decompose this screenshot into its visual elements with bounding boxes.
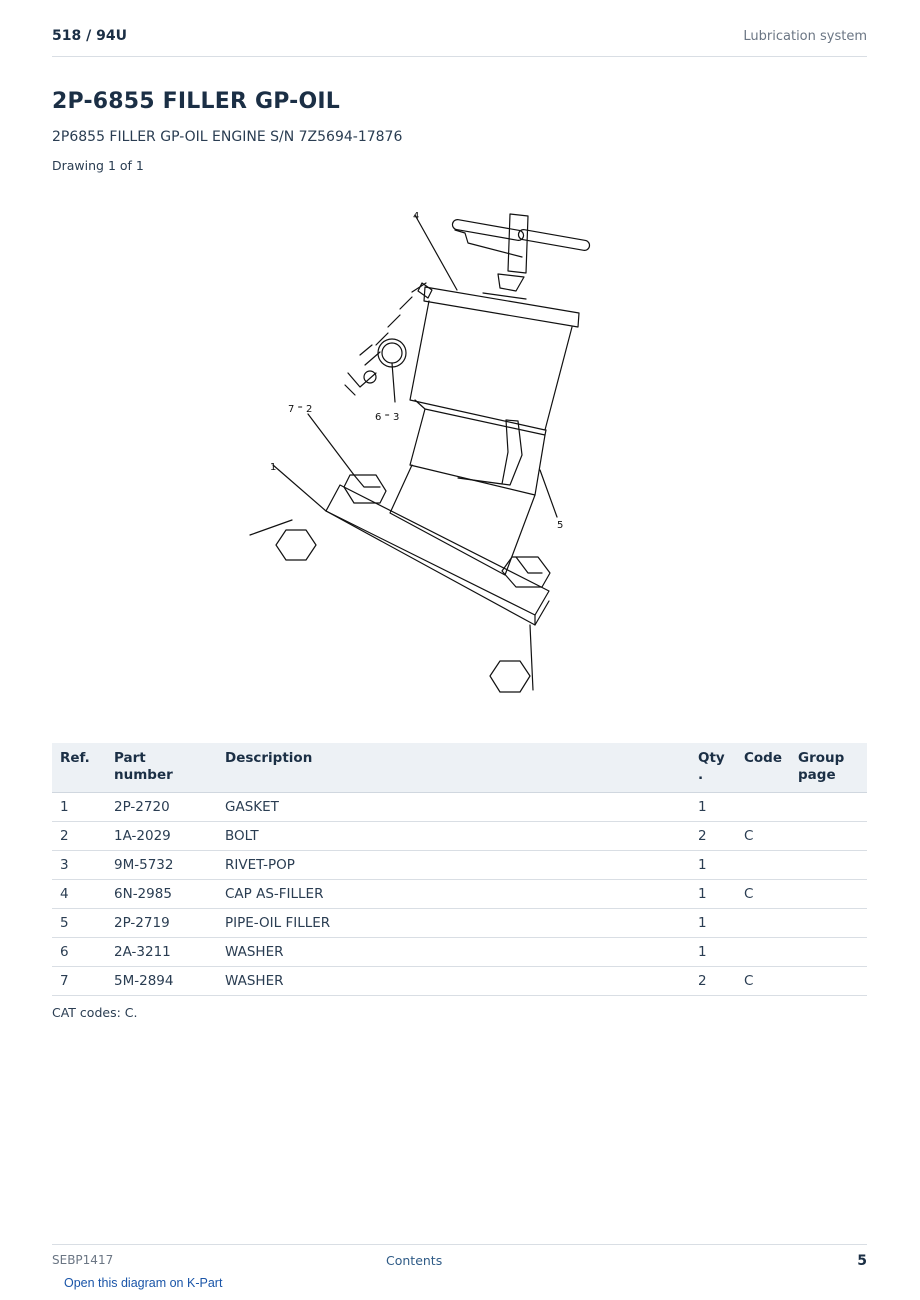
cell-group-page [790, 851, 867, 880]
cell-qty: 2 [690, 967, 736, 996]
cell-code [736, 938, 790, 967]
cell-part-number: 2P-2720 [106, 793, 217, 822]
cell-code [736, 909, 790, 938]
cell-part-number: 6N-2985 [106, 880, 217, 909]
cell-group-page [790, 938, 867, 967]
cell-qty: 1 [690, 938, 736, 967]
cat-codes-note: CAT codes: C. [52, 1005, 138, 1020]
cell-part-number: 5M-2894 [106, 967, 217, 996]
page-header [52, 28, 867, 57]
table-row [52, 793, 867, 822]
col-part-number-header: Part number [106, 743, 217, 793]
cell-code: C [736, 967, 790, 996]
cell-qty: 1 [690, 880, 736, 909]
page-subtitle: 2P6855 FILLER GP-OIL ENGINE S/N 7Z5694-17876 [52, 129, 403, 145]
cell-ref: 1 [52, 793, 106, 822]
callout-7-2: 7 ⁼ 2 [288, 404, 313, 415]
cell-code: C [736, 822, 790, 851]
cell-ref: 2 [52, 822, 106, 851]
cell-part-number: 2P-2719 [106, 909, 217, 938]
parts-table [52, 743, 867, 996]
cell-group-page [790, 909, 867, 938]
category-label: Lubrication system [743, 29, 867, 44]
cell-code [736, 793, 790, 822]
page-title: 2P-6855 FILLER GP-OIL [52, 89, 340, 114]
table-row [52, 880, 867, 909]
filler-cap [424, 287, 579, 327]
cell-description: PIPE-OIL FILLER [217, 909, 690, 938]
cell-qty: 2 [690, 822, 736, 851]
cell-description: BOLT [217, 822, 690, 851]
cell-part-number: 1A-2029 [106, 822, 217, 851]
table-header-row [52, 743, 867, 793]
cell-qty: 1 [690, 909, 736, 938]
cell-description: CAP AS-FILLER [217, 880, 690, 909]
col-group-page-header: Group page [790, 743, 867, 793]
cell-ref: 7 [52, 967, 106, 996]
table-row [52, 851, 867, 880]
callout-6-3: 6 ⁼ 3 [375, 412, 400, 423]
cell-code: C [736, 880, 790, 909]
cell-part-number: 9M-5732 [106, 851, 217, 880]
t-handle [452, 214, 591, 485]
col-description-header: Description [217, 743, 690, 793]
section-breadcrumb: 518 / 94U [52, 28, 127, 44]
page-number: 5 [857, 1253, 867, 1269]
hex-nut-right [490, 661, 530, 692]
callout-5: 5 [557, 520, 564, 531]
cell-ref: 3 [52, 851, 106, 880]
callout-1: 1 [270, 462, 277, 473]
cell-group-page [790, 967, 867, 996]
bolt-left [344, 475, 386, 503]
col-ref-header: Ref. [52, 743, 106, 793]
table-row [52, 967, 867, 996]
table-row [52, 822, 867, 851]
callout-4: 4 [413, 211, 420, 222]
cell-part-number: 2A-3211 [106, 938, 217, 967]
filler-body-lower [390, 465, 535, 575]
gasket-flange [326, 485, 549, 615]
cell-code [736, 851, 790, 880]
contents-link[interactable]: Contents [386, 1253, 443, 1268]
cell-ref: 4 [52, 880, 106, 909]
cell-description: GASKET [217, 793, 690, 822]
cell-ref: 6 [52, 938, 106, 967]
cell-ref: 5 [52, 909, 106, 938]
cell-qty: 1 [690, 851, 736, 880]
hex-nut-left [276, 530, 316, 560]
cell-description: RIVET-POP [217, 851, 690, 880]
cell-group-page [790, 793, 867, 822]
bolt-right [502, 557, 550, 587]
col-qty-header: Qty . [690, 743, 736, 793]
document-id: SEBP1417 [52, 1253, 114, 1267]
col-code-header: Code [736, 743, 790, 793]
drawing-count: Drawing 1 of 1 [52, 158, 144, 173]
cell-group-page [790, 822, 867, 851]
cell-description: WASHER [217, 938, 690, 967]
kpart-link[interactable]: Open this diagram on K-Part [64, 1276, 223, 1290]
cell-group-page [790, 880, 867, 909]
cell-qty: 1 [690, 793, 736, 822]
table-row [52, 909, 867, 938]
parts-diagram [200, 195, 720, 705]
cell-description: WASHER [217, 967, 690, 996]
table-row [52, 938, 867, 967]
